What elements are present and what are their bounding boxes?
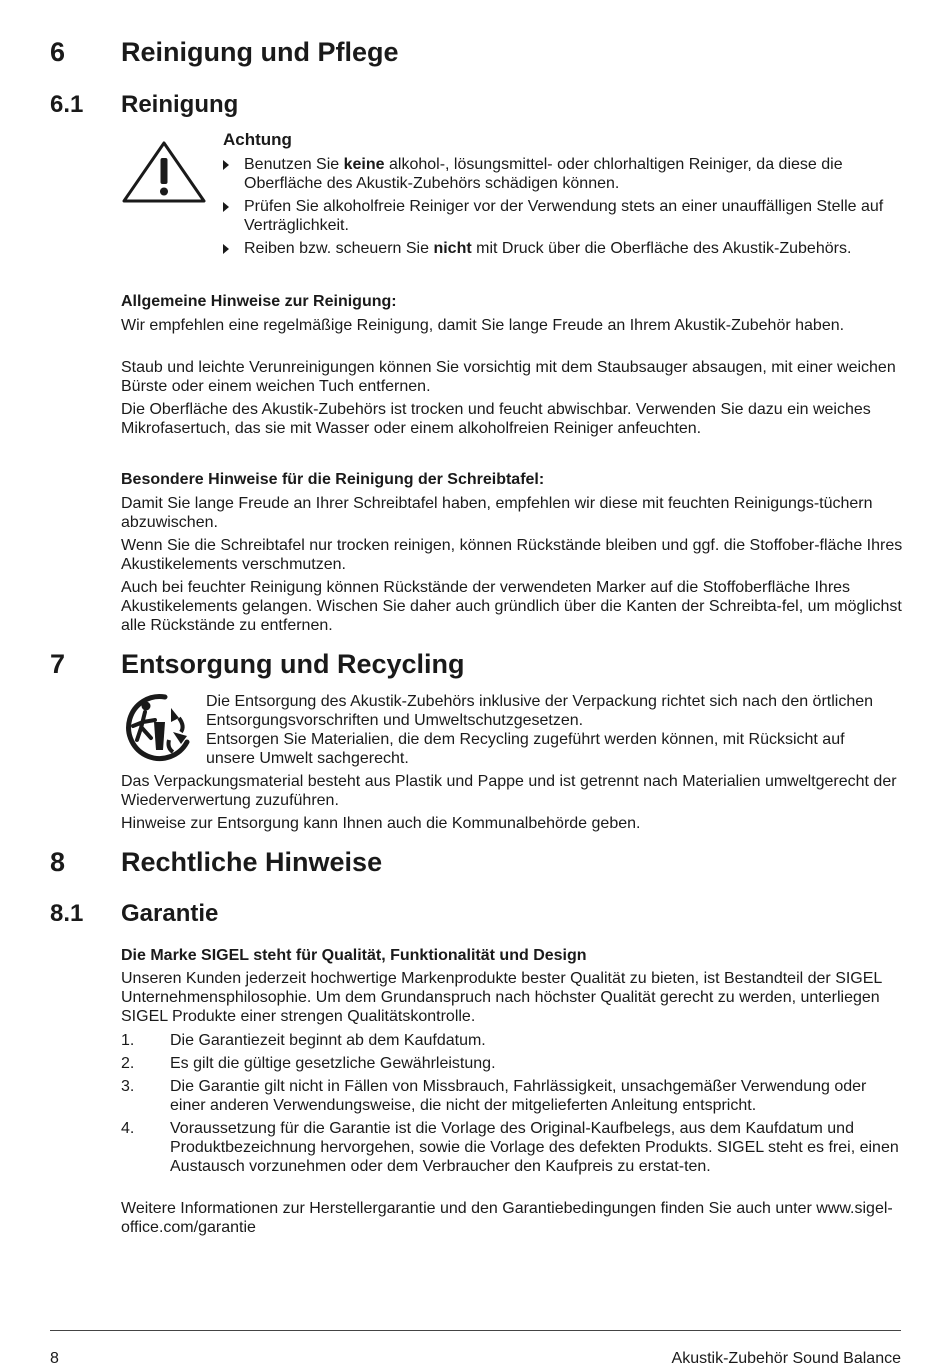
paragraph: Auch bei feuchter Reinigung können Rückstände der verwendeten Marker auf die Stoffoberfläche Ihres Akustikelements gelangen. Wischen Sie daher auch gründlich über die Kanten der Schreibta-fel, um möglichst alle Rückstände zu entfernen.	[121, 579, 902, 634]
list-item	[121, 1054, 906, 1073]
paragraph: Wenn Sie die Schreibtafel nur trocken reinigen, können Rückstände bleiben und ggf. die Stoffober-fläche Ihres Akustikelements verschmutzen.	[121, 537, 903, 573]
section-title: Garantie	[121, 900, 219, 927]
list-number: 4.	[121, 1120, 135, 1137]
section-title: Rechtliche Hinweise	[121, 847, 383, 877]
footer-product-name: Akustik-Zubehör Sound Balance	[671, 1350, 901, 1367]
paragraph: Unseren Kunden jederzeit hochwertige Markenprodukte bester Qualität zu bieten, ist Bestandteil der SIGEL Unternehmensphilosophie. Um dem Grundanspruch nach höchster Qualität gerecht zu werden, unterliegen SIGEL Produkte einer strengen Qualitätskontrolle.	[121, 970, 882, 1025]
section-number: 8	[50, 847, 66, 877]
paragraph: Hinweise zur Entsorgung kann Ihnen auch die Kommunalbehörde geben.	[121, 815, 641, 832]
arrow-icon	[223, 202, 229, 212]
list-number: 2.	[121, 1055, 135, 1072]
warning-title: Achtung	[223, 130, 292, 149]
arrow-icon	[223, 244, 229, 254]
list-text: Die Garantiezeit beginnt ab dem Kaufdatum.	[170, 1032, 486, 1049]
bullet-emphasis: nicht	[433, 240, 472, 257]
warranty-heading: Die Marke SIGEL steht für Qualität, Funktionalität und Design	[121, 947, 587, 964]
section-title: Entsorgung und Recycling	[121, 649, 465, 679]
bullet-text: Prüfen Sie alkoholfreie Reiniger vor der Verwendung stets an einer unauffälligen Stelle auf Verträglichkeit.	[244, 198, 884, 234]
special-cleaning-heading: Besondere Hinweise für die Reinigung der Schreibtafel:	[121, 471, 545, 488]
paragraph: Entsorgen Sie Materialien, die dem Recycling zugeführt werden können, mit Rücksicht auf unsere Umwelt sachgerecht.	[206, 731, 845, 767]
paragraph: Staub und leichte Verunreinigungen können Sie vorsichtig mit dem Staubsauger absaugen, mit einer weichen Bürste oder einem weichen Tuch entfernen.	[121, 359, 896, 395]
warning-bullet	[223, 239, 893, 258]
warning-bullet	[223, 155, 893, 193]
list-item	[121, 1119, 906, 1176]
bullet-text: mit Druck über die Oberfläche des Akustik-Zubehörs.	[471, 240, 852, 257]
section-number: 6.1	[50, 91, 84, 118]
list-text: Voraussetzung für die Garantie ist die Vorlage des Original-Kaufbelegs, aus dem Kaufdatum und Produktbezeichnung hervorgehen, sowie die Vorlage des defekten Produkts. SIGEL steht es frei, einen Austausch vorzunehmen oder dem Verbraucher den Kaufpreis zu erstat-ten.	[170, 1120, 899, 1175]
list-item	[121, 1031, 906, 1050]
warning-icon	[121, 140, 207, 204]
paragraph: Das Verpackungsmaterial besteht aus Plastik und Pappe und ist getrennt nach Materialien umweltgerecht der Wiederverwertung zuzuführen.	[121, 773, 897, 809]
page-number: 8	[50, 1350, 59, 1367]
warning-bullet	[223, 197, 893, 235]
section-title: Reinigung	[121, 91, 239, 118]
paragraph: Damit Sie lange Freude an Ihrer Schreibtafel haben, empfehlen wir diese mit feuchten Reinigungs-tüchern abzuwischen.	[121, 495, 873, 531]
section-number: 7	[50, 649, 66, 679]
paragraph: Die Entsorgung des Akustik-Zubehörs inklusive der Verpackung richtet sich nach den örtlichen Entsorgungsvorschriften und Umweltschutzgesetzen.	[206, 693, 874, 729]
bullet-emphasis: keine	[343, 156, 385, 173]
recycling-bin-icon	[121, 692, 195, 762]
paragraph: Wir empfehlen eine regelmäßige Reinigung, damit Sie lange Freude an Ihrem Akustik-Zubehör haben.	[121, 317, 845, 334]
list-text: Es gilt die gültige gesetzliche Gewährleistung.	[170, 1055, 496, 1072]
list-item	[121, 1077, 906, 1115]
section-title: Reinigung und Pflege	[121, 37, 399, 67]
section-number: 6	[50, 37, 66, 67]
arrow-icon	[223, 160, 229, 170]
footer-divider	[50, 1330, 901, 1331]
list-number: 1.	[121, 1032, 135, 1049]
section-number: 8.1	[50, 900, 84, 927]
list-number: 3.	[121, 1078, 135, 1095]
bullet-text: Benutzen Sie	[244, 156, 344, 173]
bullet-text: Reiben bzw. scheuern Sie	[244, 240, 434, 257]
general-cleaning-heading: Allgemeine Hinweise zur Reinigung:	[121, 293, 397, 310]
bullet-text: alkohol-, lösungsmittel- oder chlorhaltigen Reiniger, da diese die Oberfläche des Akustik-Zubehörs schädigen können.	[244, 156, 843, 192]
list-text: Die Garantie gilt nicht in Fällen von Missbrauch, Fahrlässigkeit, unsachgemäßer Verwendung oder einer anderen Verwendungsweise, die nicht der mitgelieferten Anleitung entspricht.	[170, 1078, 867, 1114]
paragraph: Die Oberfläche des Akustik-Zubehörs ist trocken und feucht abwischbar. Verwenden Sie dazu ein weiches Mikrofasertuch, das sie mit Wasser oder einem alkoholfreien Reiniger anfeuchten.	[121, 401, 871, 437]
paragraph: Weitere Informationen zur Herstellergarantie und den Garantiebedingungen finden Sie auch unter www.sigel-office.com/garantie	[121, 1200, 893, 1236]
